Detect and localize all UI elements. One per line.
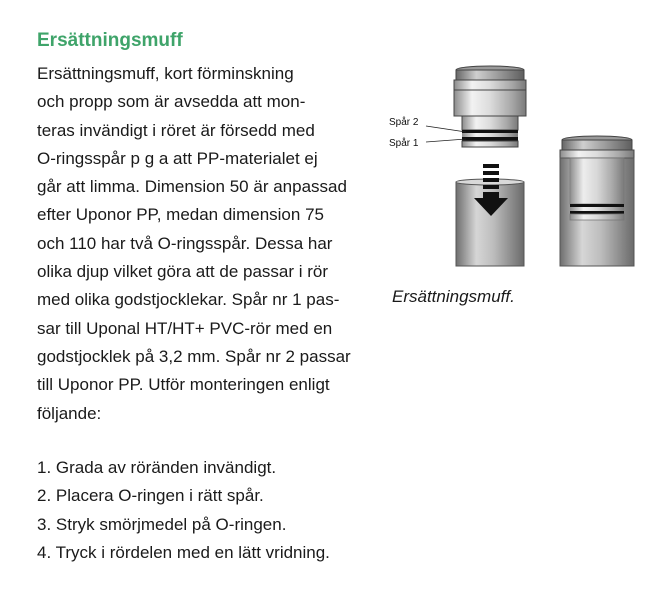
step-item: 2. Placera O-ringen i rätt spår. bbox=[37, 486, 264, 506]
description-paragraph bbox=[37, 60, 367, 428]
paragraph-line: efter Uponor PP, medan dimension 75 bbox=[37, 205, 324, 225]
coupling-illustration bbox=[386, 60, 646, 275]
paragraph-line: till Uponor PP. Utför monteringen enligt bbox=[37, 375, 330, 395]
callout-line-groove-2 bbox=[426, 126, 466, 132]
paragraph-line: Ersättningsmuff, kort förminskning bbox=[37, 64, 294, 83]
paragraph-line: följande: bbox=[37, 403, 102, 423]
step-item: 4. Tryck i rördelen med en lätt vridning. bbox=[37, 542, 330, 562]
paragraph-line: godstjocklek på 3,2 mm. Spår nr 2 passar bbox=[37, 346, 351, 366]
paragraph-line: går att limma. Dimension 50 är anpassad bbox=[37, 177, 347, 197]
callout-line-groove-1 bbox=[426, 139, 466, 142]
step-item: 1. Grada av röränden invändigt. bbox=[37, 458, 277, 477]
step-item: 3. Stryk smörjmedel på O-ringen. bbox=[37, 514, 287, 534]
coupling-part-left bbox=[454, 66, 526, 147]
paragraph-line: teras invändigt i röret är försedd med bbox=[37, 120, 315, 140]
paragraph-line: med olika godstjocklekar. Spår nr 1 pas- bbox=[37, 290, 340, 310]
section-heading: Ersättningsmuff bbox=[37, 30, 183, 51]
paragraph-line: O-ringsspår p g a att PP-materialet ej bbox=[37, 148, 318, 168]
assembly-steps bbox=[37, 454, 367, 567]
paragraph-line: och 110 har två O-ringsspår. Dessa har bbox=[37, 233, 333, 253]
paragraph-line: sar till Uponal HT/HT+ PVC-rör med en bbox=[37, 318, 333, 338]
paragraph-line: och propp som är avsedda att mon- bbox=[37, 92, 306, 112]
coupling-assembled-right bbox=[560, 136, 634, 266]
label-groove-1: Spår 1 bbox=[389, 138, 419, 149]
figure-caption: Ersättningsmuff. bbox=[392, 287, 515, 306]
label-groove-2: Spår 2 bbox=[389, 117, 419, 128]
paragraph-line: olika djup vilket göra att de passar i rör bbox=[37, 262, 329, 282]
